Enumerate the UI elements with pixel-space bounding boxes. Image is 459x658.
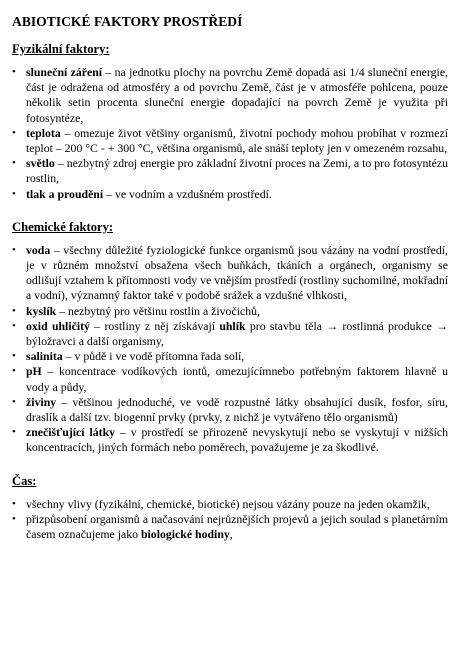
bullet-icon: • xyxy=(12,395,16,408)
item-text: – v půdě i ve vodě přítomna řada solí, xyxy=(62,349,245,364)
section-heading-chemical: Chemické faktory: xyxy=(12,219,114,234)
physical-factors-list xyxy=(12,65,448,202)
bullet-icon: • xyxy=(12,426,16,439)
list-item xyxy=(12,243,448,304)
item-text: – ve vodním a vzdušném prostředí. xyxy=(103,186,272,201)
section-heading-physical: Fyzikální faktory: xyxy=(12,42,110,56)
bullet-icon: • xyxy=(12,497,16,510)
time-list xyxy=(12,497,448,543)
item-term: kyslík xyxy=(26,303,57,318)
item-text: přizpůsobení organismů a načasování nejrůznějších projevů a jejich soulad s planetárním časem označujeme jako xyxy=(26,511,448,542)
document-page xyxy=(12,8,448,550)
list-item xyxy=(12,187,448,202)
item-term: znečišťující látky xyxy=(26,425,116,440)
item-term: teplota xyxy=(26,125,61,140)
list-item xyxy=(12,512,448,542)
list-item xyxy=(12,126,448,156)
bullet-icon: • xyxy=(12,243,16,256)
bullet-icon: • xyxy=(12,512,16,525)
item-text: – na jednotku plochy na povrchu Země dopadá asi 1/4 sluneční energie, část je odražena od atmosféry a od povrchu Země, část je v atmosféře pohlcena, pouze několik setin procenta sluneční energie dopadající na povrch Země je využita při fotosyntéze, xyxy=(26,65,448,125)
item-term: sluneční záření xyxy=(26,65,103,79)
list-item xyxy=(12,395,448,425)
item-text-secondary: , xyxy=(229,527,233,542)
item-term: salinita xyxy=(26,349,63,364)
section-chemical-factors xyxy=(12,220,448,456)
bullet-icon: • xyxy=(12,350,16,363)
item-term: tlak a proudění xyxy=(26,186,104,201)
item-term-secondary: biologické hodiny xyxy=(140,527,230,542)
bullet-icon: • xyxy=(12,365,16,378)
item-term: živiny xyxy=(26,394,57,409)
item-text: – rostliny z něj získávají xyxy=(89,318,220,333)
item-text: – koncentrace vodíkových iontů, omezujícímnebo potřebným faktorem hlavně u vody a půdy, xyxy=(26,364,448,394)
list-item xyxy=(12,319,448,349)
bullet-icon: • xyxy=(12,126,16,139)
item-text: – nezbytný zdroj energie pro základní životní proces na Zemi, a to pro fotosyntézu rostlin, xyxy=(26,156,448,186)
list-item xyxy=(12,156,448,186)
section-heading-time: Čas: xyxy=(12,473,37,488)
item-text: – omezuje život většiny organismů, životní pochody mohou probíhat v rozmezí teplot – 200 °C - + 300 °C, většina organismů, ale snáší teploty jen v omezeném rozsahu, xyxy=(26,125,448,156)
item-term: voda xyxy=(26,242,51,257)
section-physical-factors xyxy=(12,42,448,202)
page-title: ABIOTICKÉ FAKTORY PROSTŘEDÍ xyxy=(12,14,243,29)
item-term-secondary: uhlík xyxy=(219,318,246,333)
list-item xyxy=(12,349,448,364)
list-item xyxy=(12,65,448,126)
list-item xyxy=(12,364,448,394)
item-text: – většinou jednoduché, ve vodě rozpustné látky obsahující dusík, fosfor, síru, draslík a další tzv. biogenní prvky (prvky, z nichž je vytvářeno tělo organismů) xyxy=(26,394,448,425)
chemical-factors-list xyxy=(12,243,448,456)
bullet-icon: • xyxy=(12,304,16,317)
item-text: všechny vlivy (fyzikální, chemické, biotické) nejsou vázány pouze na jeden okamžik, xyxy=(26,496,430,511)
item-text: – všechny důležité fyziologické funkce organismů jsou vázány na vodní prostředí, je v různém množství obsažena všech buňkách, tkáních a orgánech, organismy se odlišují vztahem k přítomnosti vody ve vnějším prostředí (rostliny suchomilné, mokřadní a vodní), významný faktor také v podobě srážek a vzdušné vlhkosti, xyxy=(26,242,448,303)
list-item xyxy=(12,304,448,319)
item-term: pH xyxy=(26,364,42,379)
list-item xyxy=(12,425,448,455)
item-text-secondary: pro stavbu těla → rostlinná produkce → býložravci a další organismy, xyxy=(26,318,449,349)
bullet-icon: • xyxy=(12,157,16,170)
section-time xyxy=(12,474,448,543)
list-item xyxy=(12,497,448,512)
item-term: světlo xyxy=(26,156,55,171)
bullet-icon: • xyxy=(12,66,16,78)
bullet-icon: • xyxy=(12,319,16,332)
item-term: oxid uhličitý xyxy=(26,318,90,333)
item-text: – nezbytný pro většinu rostlin a živočichů, xyxy=(56,303,260,318)
item-text: – v prostředí se přirozeně nevyskytují nebo se vyskytují v nižších koncentracích, jiných formách nebo poměrech, považujeme je za škodlivé. xyxy=(26,425,449,455)
bullet-icon: • xyxy=(12,187,16,200)
